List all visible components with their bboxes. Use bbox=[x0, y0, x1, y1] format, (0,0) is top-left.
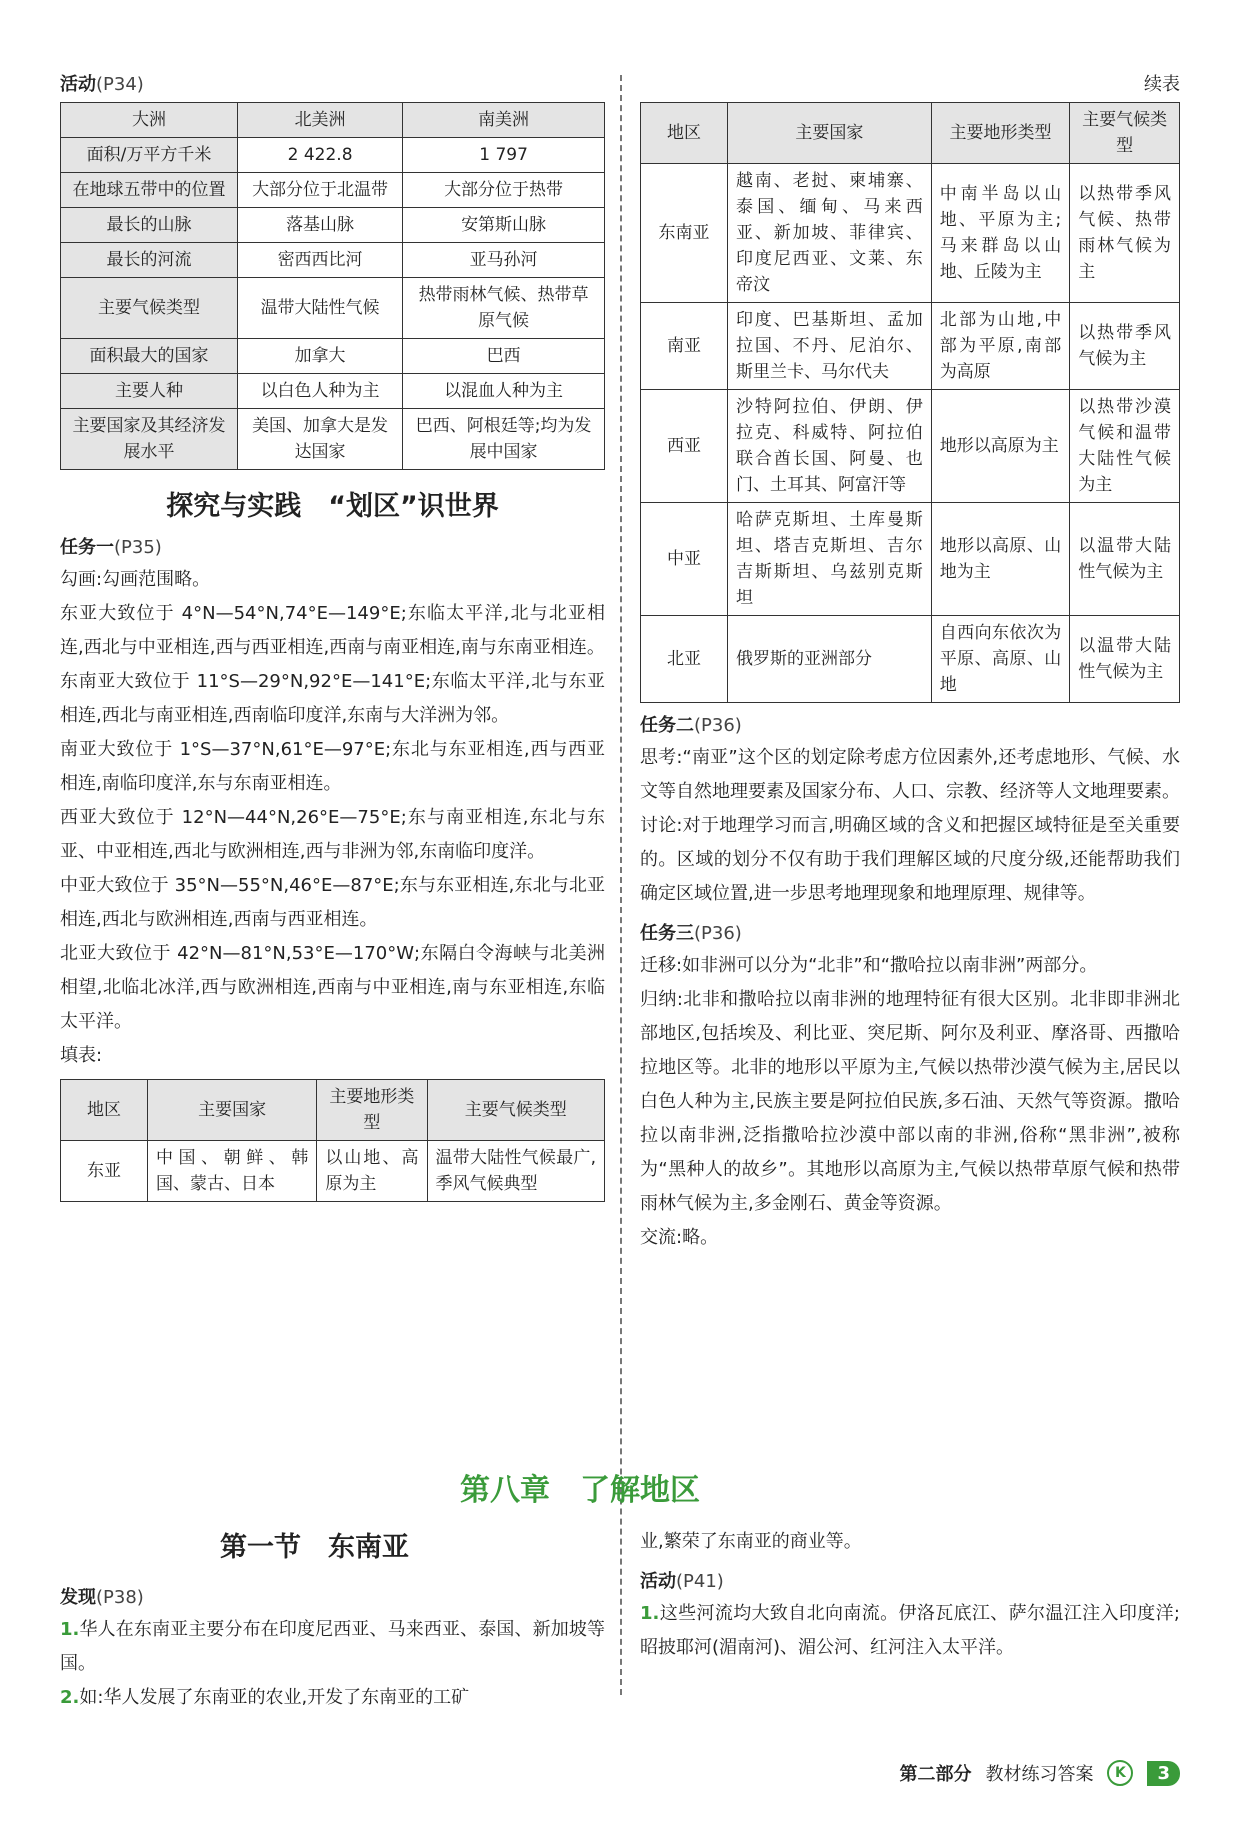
east-asia-table bbox=[60, 1079, 605, 1202]
item-number: 1. bbox=[60, 1619, 80, 1640]
activity2-label: 活动(P41) bbox=[640, 1571, 724, 1592]
paragraph: 南亚大致位于 1°S—37°N,61°E—97°E;东北与东亚相连,西与西亚相连,南临印度洋,东与东南亚相连。 bbox=[60, 739, 605, 794]
table-cell: 加拿大 bbox=[238, 339, 403, 374]
table-cell: 沙特阿拉伯、伊朗、伊拉克、科威特、阿拉伯联合酋长国、阿曼、也门、土耳其、阿富汗等 bbox=[728, 390, 932, 503]
table-row bbox=[61, 278, 605, 339]
table-cell: 主要国家及其经济发展水平 bbox=[61, 409, 238, 470]
table-row bbox=[641, 303, 1180, 390]
table-header-cell: 主要国家 bbox=[148, 1080, 317, 1141]
table-cell: 巴西、阿根廷等;均为发展中国家 bbox=[403, 409, 605, 470]
table-cell: 大部分位于北温带 bbox=[238, 173, 403, 208]
table-cell: 大洲 bbox=[61, 103, 238, 138]
table-row bbox=[641, 616, 1180, 703]
k-logo-icon: K bbox=[1107, 1760, 1133, 1786]
paragraph: 勾画:勾画范围略。 bbox=[60, 569, 211, 590]
item-number: 2. bbox=[60, 1687, 80, 1708]
paragraph: 东亚大致位于 4°N—54°N,74°E—149°E;东临太平洋,北与北亚相连,西北与中亚相连,西与西亚相连,西南与南亚相连,南与东南亚相连。 bbox=[60, 603, 605, 658]
table-cell: 越南、老挝、柬埔寨、泰国、缅甸、马来西亚、新加坡、菲律宾、印度尼西亚、文莱、东帝汶 bbox=[728, 164, 932, 303]
table-row bbox=[641, 390, 1180, 503]
table-cell: 以温带大陆性气候为主 bbox=[1070, 503, 1180, 616]
table-cell: 东南亚 bbox=[641, 164, 728, 303]
table-cell: 哈萨克斯坦、土库曼斯坦、塔吉克斯坦、吉尔吉斯斯坦、乌兹别克斯坦 bbox=[728, 503, 932, 616]
table-row bbox=[61, 138, 605, 173]
table-row bbox=[61, 208, 605, 243]
table-cell: 北部为山地,中部为平原,南部为高原 bbox=[931, 303, 1069, 390]
table-cell: 落基山脉 bbox=[238, 208, 403, 243]
table-row bbox=[61, 173, 605, 208]
paragraph: 交流:略。 bbox=[640, 1227, 719, 1248]
table-cell: 1 797 bbox=[403, 138, 605, 173]
left-column bbox=[60, 70, 605, 1202]
table-cell: 中国、朝鲜、韩国、蒙古、日本 bbox=[148, 1141, 317, 1202]
discover-block bbox=[60, 1575, 605, 1715]
column-divider bbox=[620, 75, 622, 1695]
footer-title: 教材练习答案 bbox=[985, 1764, 1094, 1785]
table-cell: 主要人种 bbox=[61, 374, 238, 409]
right-column bbox=[640, 70, 1180, 1255]
table-header-cell: 主要地形类型 bbox=[931, 103, 1069, 164]
table-cell: 以白色人种为主 bbox=[238, 374, 403, 409]
table-row bbox=[61, 103, 605, 138]
table-cell: 亚马孙河 bbox=[403, 243, 605, 278]
table-header-cell: 主要气候类型 bbox=[1070, 103, 1180, 164]
table-cell: 北美洲 bbox=[238, 103, 403, 138]
table-cell: 自西向东依次为平原、高原、山地 bbox=[931, 616, 1069, 703]
table-cell: 以温带大陆性气候为主 bbox=[1070, 616, 1180, 703]
discover-label: 发现(P38) bbox=[60, 1587, 144, 1608]
table-cell: 中南半岛以山地、平原为主;马来群岛以山地、丘陵为主 bbox=[931, 164, 1069, 303]
section-title: 第一节 东南亚 bbox=[220, 1532, 409, 1563]
list-item bbox=[60, 1613, 605, 1681]
table-row bbox=[61, 243, 605, 278]
table-row bbox=[61, 339, 605, 374]
table-header-cell: 主要国家 bbox=[728, 103, 932, 164]
item-number: 1. bbox=[640, 1603, 660, 1624]
table-cell: 西亚 bbox=[641, 390, 728, 503]
paragraph: 归纳:北非和撒哈拉以南非洲的地理特征有很大区别。北非即非洲北部地区,包括埃及、利比亚、突尼斯、阿尔及利亚、摩洛哥、西撒哈拉地区等。北非的地形以平原为主,气候以热带沙漠气候为主,居民以白色人种为主,民族主要是阿拉伯民族,多石油、天然气等资源。撒哈拉以南非洲,泛指撒哈拉沙漠中部以南的非洲,俗称“黑非洲”,被称为“黑种人的故乡”。其地形以高原为主,气候以热带草原气候和热带雨林气候为主,多金刚石、黄金等资源。 bbox=[640, 989, 1180, 1214]
table-cell: 地形以高原为主 bbox=[931, 390, 1069, 503]
page-number: 3 bbox=[1147, 1761, 1180, 1786]
table-cell: 以山地、高原为主 bbox=[317, 1141, 427, 1202]
paragraph: 中亚大致位于 35°N—55°N,46°E—87°E;东与东亚相连,东北与北亚相连,西北与欧洲相连,西南与西亚相连。 bbox=[60, 875, 605, 930]
table-header-cell: 主要地形类型 bbox=[317, 1080, 427, 1141]
item-text: 华人在东南亚主要分布在印度尼西亚、马来西亚、泰国、新加坡等国。 bbox=[60, 1619, 605, 1674]
table-cell: 最长的河流 bbox=[61, 243, 238, 278]
table-cell: 安第斯山脉 bbox=[403, 208, 605, 243]
table-cell: 密西西比河 bbox=[238, 243, 403, 278]
table-cell: 以热带季风气候、热带雨林气候为主 bbox=[1070, 164, 1180, 303]
table-cell: 俄罗斯的亚洲部分 bbox=[728, 616, 932, 703]
table-header-cell: 地区 bbox=[641, 103, 728, 164]
table-header-cell: 地区 bbox=[61, 1080, 148, 1141]
paragraph: 讨论:对于地理学习而言,明确区域的含义和把握区域特征是至关重要的。区域的划分不仅有助于我们理解区域的尺度分级,还能帮助我们确定区域位置,进一步思考地理现象和地理原理、规律等。 bbox=[640, 815, 1180, 904]
table-cell: 北亚 bbox=[641, 616, 728, 703]
activity2-list bbox=[640, 1597, 1180, 1665]
region-table bbox=[640, 102, 1180, 703]
table-cell: 2 422.8 bbox=[238, 138, 403, 173]
table-cell: 大部分位于热带 bbox=[403, 173, 605, 208]
table-cell: 最长的山脉 bbox=[61, 208, 238, 243]
table-row bbox=[61, 374, 605, 409]
list-item bbox=[60, 1681, 605, 1715]
paragraph: 思考:“南亚”这个区的划定除考虑方位因素外,还考虑地形、气候、水文等自然地理要素及国家分布、人口、宗教、经济等人文地理要素。 bbox=[640, 747, 1180, 802]
table-cell: 在地球五带中的位置 bbox=[61, 173, 238, 208]
footer-part: 第二部分 bbox=[899, 1764, 972, 1785]
table-header-cell: 主要气候类型 bbox=[427, 1080, 604, 1141]
paragraph: 迁移:如非洲可以分为“北非”和“撒哈拉以南非洲”两部分。 bbox=[640, 955, 1098, 976]
table-cell: 印度、巴基斯坦、孟加拉国、不丹、尼泊尔、斯里兰卡、马尔代夫 bbox=[728, 303, 932, 390]
discover-list bbox=[60, 1613, 605, 1715]
table-cell: 面积/万平方千米 bbox=[61, 138, 238, 173]
continued-label: 续表 bbox=[1144, 74, 1180, 95]
paragraph: 填表: bbox=[60, 1045, 103, 1066]
item-text: 如:华人发展了东南亚的农业,开发了东南亚的工矿 bbox=[79, 1687, 470, 1708]
list-item bbox=[640, 1597, 1180, 1665]
task3-text bbox=[640, 949, 1180, 1255]
table-cell: 主要气候类型 bbox=[61, 278, 238, 339]
table-cell: 以混血人种为主 bbox=[403, 374, 605, 409]
paragraph: 东南亚大致位于 11°S—29°N,92°E—141°E;东临太平洋,北与东亚相连,西北与南亚相连,西南临印度洋,东南与大洋洲为邻。 bbox=[60, 671, 605, 726]
table-cell: 地形以高原、山地为主 bbox=[931, 503, 1069, 616]
chapter-title: 第八章 了解地区 bbox=[460, 1473, 700, 1508]
table-cell: 温带大陆性气候最广,季风气候典型 bbox=[427, 1141, 604, 1202]
paragraph: 西亚大致位于 12°N—44°N,26°E—75°E;东与南亚相连,东北与东亚、中亚相连,西北与欧洲相连,西与非洲为邻,东南临印度洋。 bbox=[60, 807, 605, 862]
continent-table bbox=[60, 102, 605, 470]
section-heading: 探究与实践 “划区”识世界 bbox=[166, 491, 499, 522]
activity-label: 活动(P34) bbox=[60, 74, 144, 95]
table-row bbox=[61, 1141, 605, 1202]
table-header-row bbox=[641, 103, 1180, 164]
table-cell: 中亚 bbox=[641, 503, 728, 616]
table-cell: 温带大陆性气候 bbox=[238, 278, 403, 339]
table-row bbox=[641, 503, 1180, 616]
activity2-block bbox=[640, 1525, 1180, 1665]
paragraph: 北亚大致位于 42°N—81°N,53°E—170°W;东隔白令海峡与北美洲相望,北临北冰洋,西与欧洲相连,西南与中亚相连,南与东亚相连,东临太平洋。 bbox=[60, 943, 605, 1032]
continue-text: 业,繁荣了东南亚的商业等。 bbox=[640, 1531, 862, 1552]
task2-label: 任务二(P36) bbox=[640, 715, 742, 736]
table-header-row bbox=[61, 1080, 605, 1141]
table-cell: 以热带季风气候为主 bbox=[1070, 303, 1180, 390]
table-cell: 以热带沙漠气候和温带大陆性气候为主 bbox=[1070, 390, 1180, 503]
task1-label: 任务一(P35) bbox=[60, 537, 162, 558]
table-row bbox=[61, 409, 605, 470]
table-cell: 巴西 bbox=[403, 339, 605, 374]
item-text: 这些河流均大致自北向南流。伊洛瓦底江、萨尔温江注入印度洋;昭披耶河(湄南河)、湄公河、红河注入太平洋。 bbox=[640, 1603, 1180, 1658]
task3-label: 任务三(P36) bbox=[640, 923, 742, 944]
page-footer bbox=[899, 1760, 1180, 1786]
table-cell: 面积最大的国家 bbox=[61, 339, 238, 374]
table-cell: 南亚 bbox=[641, 303, 728, 390]
table-cell: 热带雨林气候、热带草原气候 bbox=[403, 278, 605, 339]
task1-text bbox=[60, 563, 605, 1073]
task2-text bbox=[640, 741, 1180, 911]
table-cell: 南美洲 bbox=[403, 103, 605, 138]
table-cell: 东亚 bbox=[61, 1141, 148, 1202]
table-cell: 美国、加拿大是发达国家 bbox=[238, 409, 403, 470]
table-row bbox=[641, 164, 1180, 303]
